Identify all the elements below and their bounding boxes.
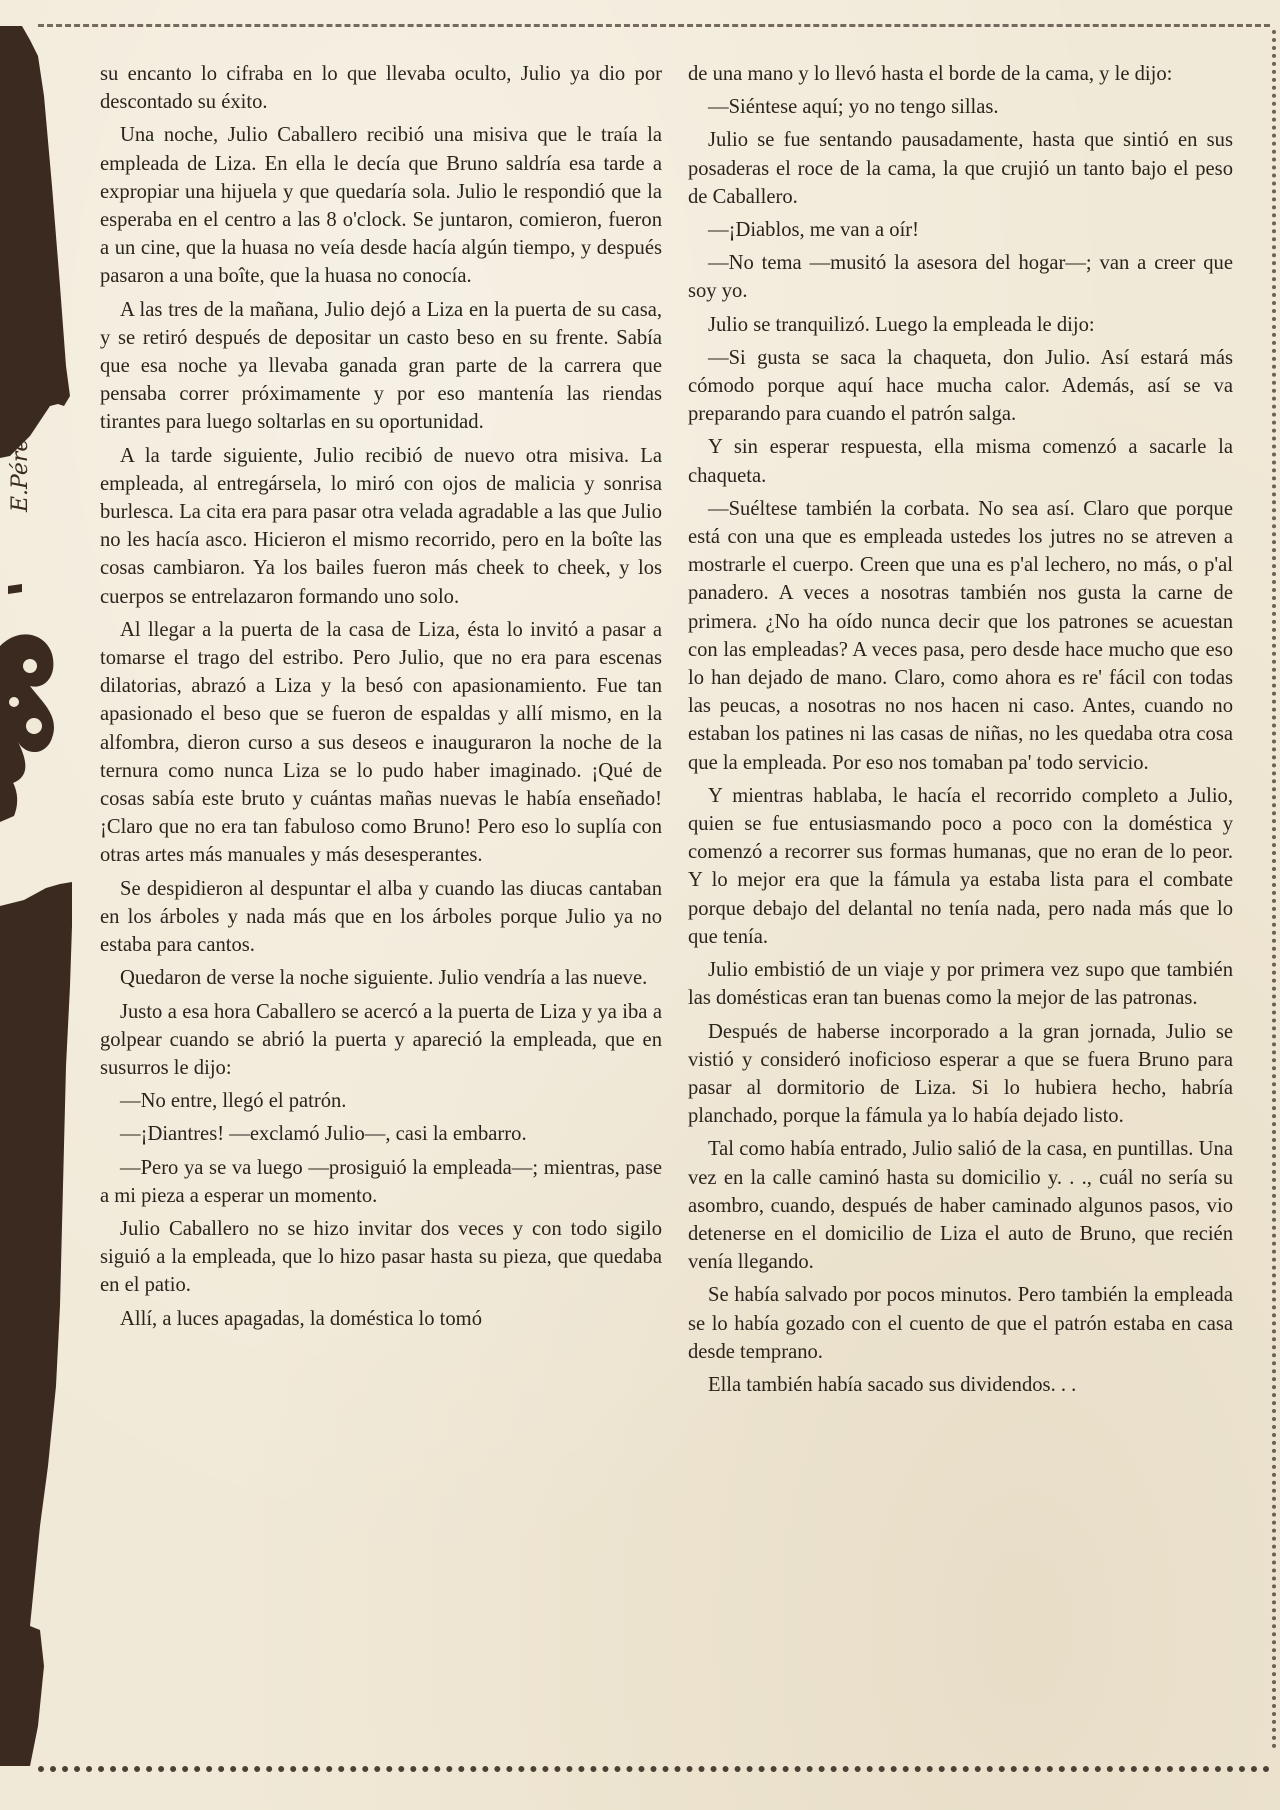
paragraph: Quedaron de verse la noche siguiente. Julio vendría a las nueve. [120,967,648,990]
paragraph: —Pero ya se va luego —prosiguió la empleada—; mientras, pase a mi pieza a esperar un momento. [100,1156,662,1207]
paragraph: Se despidieron al despuntar el alba y cuando las diucas cantaban en los árboles y nada más que en los árboles porque Julio ya no estaba para cantos. [100,877,662,957]
bottom-border [38,1766,1270,1772]
paragraph: —Siéntese aquí; yo no tengo sillas. [708,96,999,119]
right-border [1272,30,1276,1750]
left-illustration-strip [0,26,80,1766]
paragraph: Después de haberse incorporado a la gran jornada, Julio se vistió y consideró inoficioso esperar a que se fuera Bruno para pasar al dormitorio de Liza. Si lo hubiera hecho, habría planchado, porque la fámula ya lo había dejado listo. [688,1020,1233,1128]
paragraph: Julio se fue sentando pausadamente, hasta que sintió en sus posaderas el roce de la cama, la que crujió un tanto bajo el peso de Caballero. [688,129,1233,208]
paragraph: Una noche, Julio Caballero recibió una misiva que le traía la empleada de Liza. En ella le decía que Bruno saldría esa tarde a expropiar una hijuela y que quedaría sola. Julio le respondió que la esperaba en el centro a las 8 o'clock. Se juntaron, comieron, fueron a un cine, que la huasa no veía desde hacía algún tiempo, y después pasaron a una boîte, que la huasa no conocía. [100,124,662,288]
right-text-column [688,60,1233,1404]
margin-signature: E.Pérez.C [8,403,33,512]
paragraph: A la tarde siguiente, Julio recibió de nuevo otra misiva. La empleada, al entregársela, lo miró con ojos de malicia y sonrisa burlesca. La cita era para pasar otra velada agradable a las que Julio no les hacía asco. Hicieron el mismo recorrido, pero en la boîte las cosas cambiaron. Ya los bailes fueron más cheek to cheek, y los cuerpos se entrelazaron formando uno solo. [100,444,662,608]
paragraph: Al llegar a la puerta de la casa de Liza, ésta lo invitó a pasar a tomarse el trago del estribo. Pero Julio, que no era para escenas dilatorias, abrazó a Liza y la besó con apasionamiento. Fue tan apasionado el beso que se fueron de espaldas y allí mismo, en la alfombra, dieron curso a sus deseos e inauguraron la noche de la ternura como nunca Liza se lo pudo haber imaginado. ¡Qué de cosas sabía este bruto y cuántas mañas nuevas le había enseñado! ¡Claro que no era tan fabuloso como Bruno! Pero eso lo suplía con otras artes más manuales y más desesperantes. [100,618,662,867]
paragraph: Tal como había entrado, Julio salió de la casa, en puntillas. Una vez en la calle caminó hasta su domicilio y. . ., cuál no sería su asombro, cuando, después de haber caminado algunos pasos, vio detenerse en el domicilio de Liza el auto de Bruno, que recién venía llegando. [688,1138,1233,1274]
paragraph: Se había salvado por pocos minutos. Pero también la empleada se lo había gozado con el cuento de que el patrón estaba en casa desde temprano. [688,1284,1233,1363]
paragraph: Ella también había sacado sus dividendos. . . [708,1373,1077,1396]
paragraph: de una mano y lo llevó hasta el borde de la cama, y le dijo: [688,63,1173,85]
paragraph: A las tres de la mañana, Julio dejó a Liza en la puerta de su casa, y se retiró después de depositar un casto beso en su frente. Sabía que esa noche ya llevaba ganada gran parte de la carrera que pensaba correr próximamente y por eso mantenía las riendas tirantes para luego soltarlas en su oportunidad. [100,298,662,434]
paragraph: Y mientras hablaba, le hacía el recorrido completo a Julio, quien se fue entusiasmando poco a poco con la doméstica y comenzó a recorrer sus formas humanas, que no eran de lo peor. Y lo mejor era que la fámula ya estaba lista para el combate porque debajo del delantal no tenía nada, pero nada más que lo que tenía. [688,784,1233,948]
paragraph: Julio Caballero no se hizo invitar dos veces y con todo sigilo siguió a la empleada, que lo hizo pasar hasta su pieza, que quedaba en el patio. [100,1217,662,1297]
left-text-column [100,60,662,1338]
top-border [38,24,1270,27]
paragraph: Y sin esperar respuesta, ella misma comenzó a sacarle la chaqueta. [688,436,1233,487]
paragraph: su encanto lo cifraba en lo que llevaba oculto, Julio ya dio por descontado su éxito. [100,63,662,114]
decorative-illustration [0,26,80,1766]
paragraph: Allí, a luces apagadas, la doméstica lo tomó [120,1307,482,1330]
paragraph: —No tema —musitó la asesora del hogar—; van a creer que soy yo. [688,252,1233,303]
paragraph: —¡Diantres! —exclamó Julio—, casi la embarro. [120,1123,527,1146]
paragraph: Julio se tranquilizó. Luego la empleada le dijo: [708,313,1095,336]
paragraph: Julio embistió de un viaje y por primera vez supo que también las domésticas eran tan buenas como la mejor de las patronas. [688,959,1233,1010]
paragraph: —Si gusta se saca la chaqueta, don Julio. Así estará más cómodo porque aquí hace mucha calor. Además, así se va preparando para cuando el patrón salga. [688,346,1233,426]
paragraph: —Suéltese también la corbata. No sea así. Claro que porque está con una que es empleada ustedes los jutres no se atreven a mostrarle el cuerpo. Creen que una es p'al lechero, no más, o p'al panadero. A veces a nosotras también nos gusta la carne de primera. ¿No ha oído nunca decir que los patrones se acuestan con las empleadas? A veces pasa, pero desde hace mucho que eso lo han dejado de mano. Claro, como ahora es re' fácil con todas las peucas, a nosotras no nos hacen ni caso. Antes, cuando no estaban los patines ni las casas de niñas, no les quedaba otra cosa que la empleada. Por eso nos tomaban pa' todo servicio. [688,497,1233,774]
paragraph: —No entre, llegó el patrón. [120,1090,347,1113]
paragraph: Justo a esa hora Caballero se acercó a la puerta de Liza y ya iba a golpear cuando se abrió la puerta y apareció la empleada, que en susurros le dijo: [100,1000,662,1079]
paragraph: —¡Diablos, me van a oír! [708,219,920,242]
